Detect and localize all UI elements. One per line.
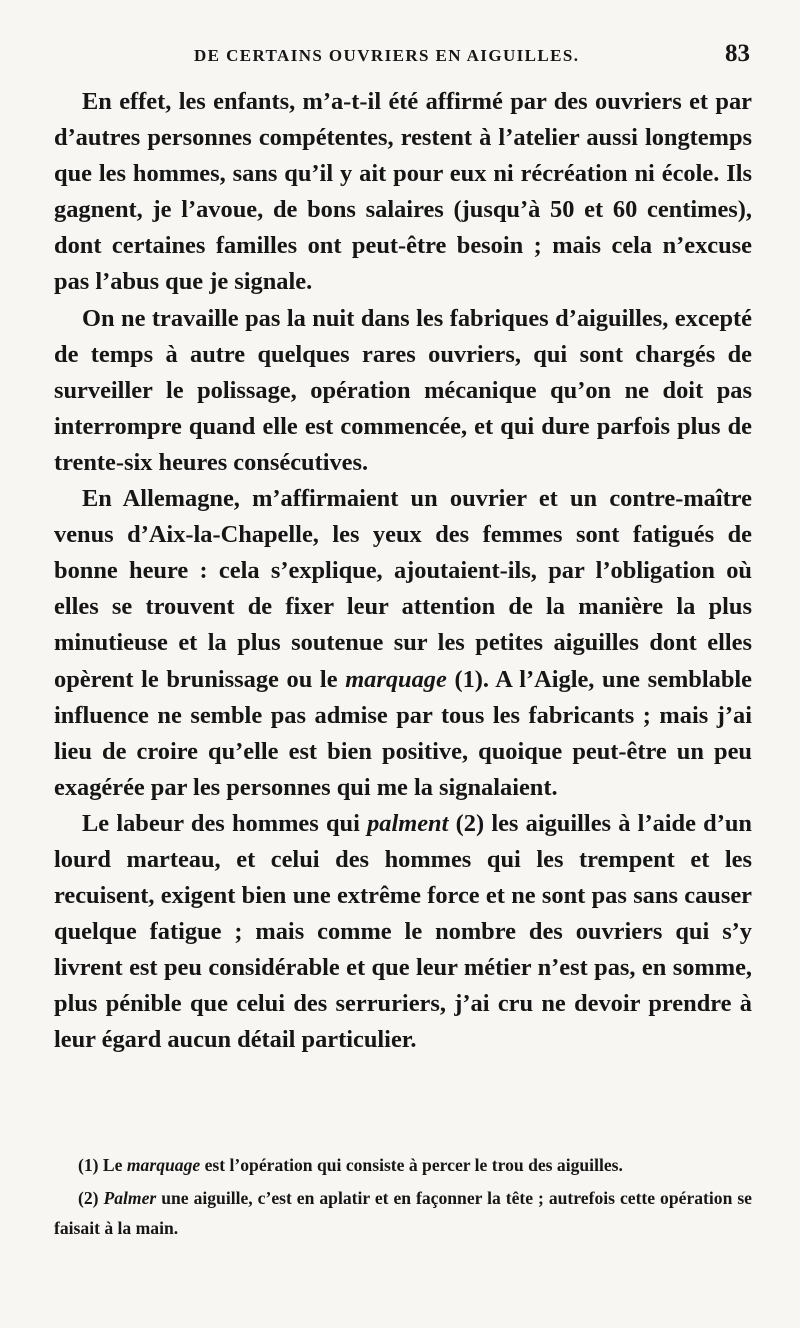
paragraph-4-text-end: (2) les aiguilles à l’aide d’un lourd marteau, et celui des hommes qui les trempent et les recuisent, exigent bien une extrême force et ne sont pas sans causer quelque fatigue ; mais comme le nombre des ouvriers qui s’y livrent est peu considérable et que leur métier n’est pas, en somme, plus pénible que celui des serruriers, j’ai cru ne devoir prendre à leur égard aucun détail particulier. [54,809,752,1054]
running-header [56,38,760,74]
footnote-2-text-end: une aiguille, c’est en aplatir et en façonner la tête ; autrefois cette opération se faisait à la main. [54,1188,752,1238]
paragraph-4 [54,806,752,1059]
paragraph-2: On ne travaille pas la nuit dans les fabriques d’aiguilles, excepté de temps à autre quelques rares ouvriers, qui sont chargés de surveiller le polissage, opération mécanique qu’on ne doit pas interrompre quand elle est commencée, et qui dure parfois plus de trente-six heures consécutives. [54,304,752,476]
footnote-2-emphasis: Palmer [103,1188,157,1208]
paragraph-3-text-start: En Allemagne, m’affirmaient un ouvrier et un contre-maître venus d’Aix-la-Chapelle, les yeux des femmes sont fatigués de bonne heure : cela s’explique, ajoutaient-ils, par l’obligation où elles se trouvent de fixer leur attention de la manière la plus minutieuse et la plus soutenue sur les petites aiguilles dont elles opèrent le brunissage ou le [54,485,752,693]
footnote-1-emphasis: marquage [126,1155,201,1175]
paragraph-3-text-end: (1). A l’Aigle, une semblable influence ne semble pas admise par tous les fabricants ; mais j’ai lieu de croire qu’elle est bien positive, quoique peut-être un peu exagérée par les personnes qui me la signalaient. [54,665,752,801]
paragraph-4-emphasis: palment [367,809,449,837]
running-title: DE CERTAINS OUVRIERS EN AIGUILLES. [194,46,580,65]
footnote-1 [54,1150,752,1180]
body-text [54,84,752,1059]
page-number: 83 [725,40,750,67]
footnote-1-mark: (1) [78,1155,99,1175]
footnotes [54,1150,752,1246]
footnote-1-text-start: Le [98,1155,127,1175]
paragraph-4-text-start: Le labeur des hommes qui [82,809,368,837]
paragraph-3-emphasis: marquage [345,665,447,693]
paragraph-3 [54,481,752,806]
paragraph-1: En effet, les enfants, m’a-t-il été affirmé par des ouvriers et par d’autres personnes compétentes, restent à l’atelier aussi longtemps que les hommes, sans qu’il y ait pour eux ni récréation ni école. Ils gagnent, je l’avoue, de bons salaires (jusqu’à 50 et 60 centimes), dont certaines familles ont peut-être besoin ; mais cela n’excuse pas l’abus que je signale. [54,88,752,296]
footnote-2 [54,1183,752,1243]
footnote-2-mark: (2) [78,1188,99,1208]
footnote-1-text-end: est l’opération qui consiste à percer le trou des aiguilles. [200,1155,623,1175]
